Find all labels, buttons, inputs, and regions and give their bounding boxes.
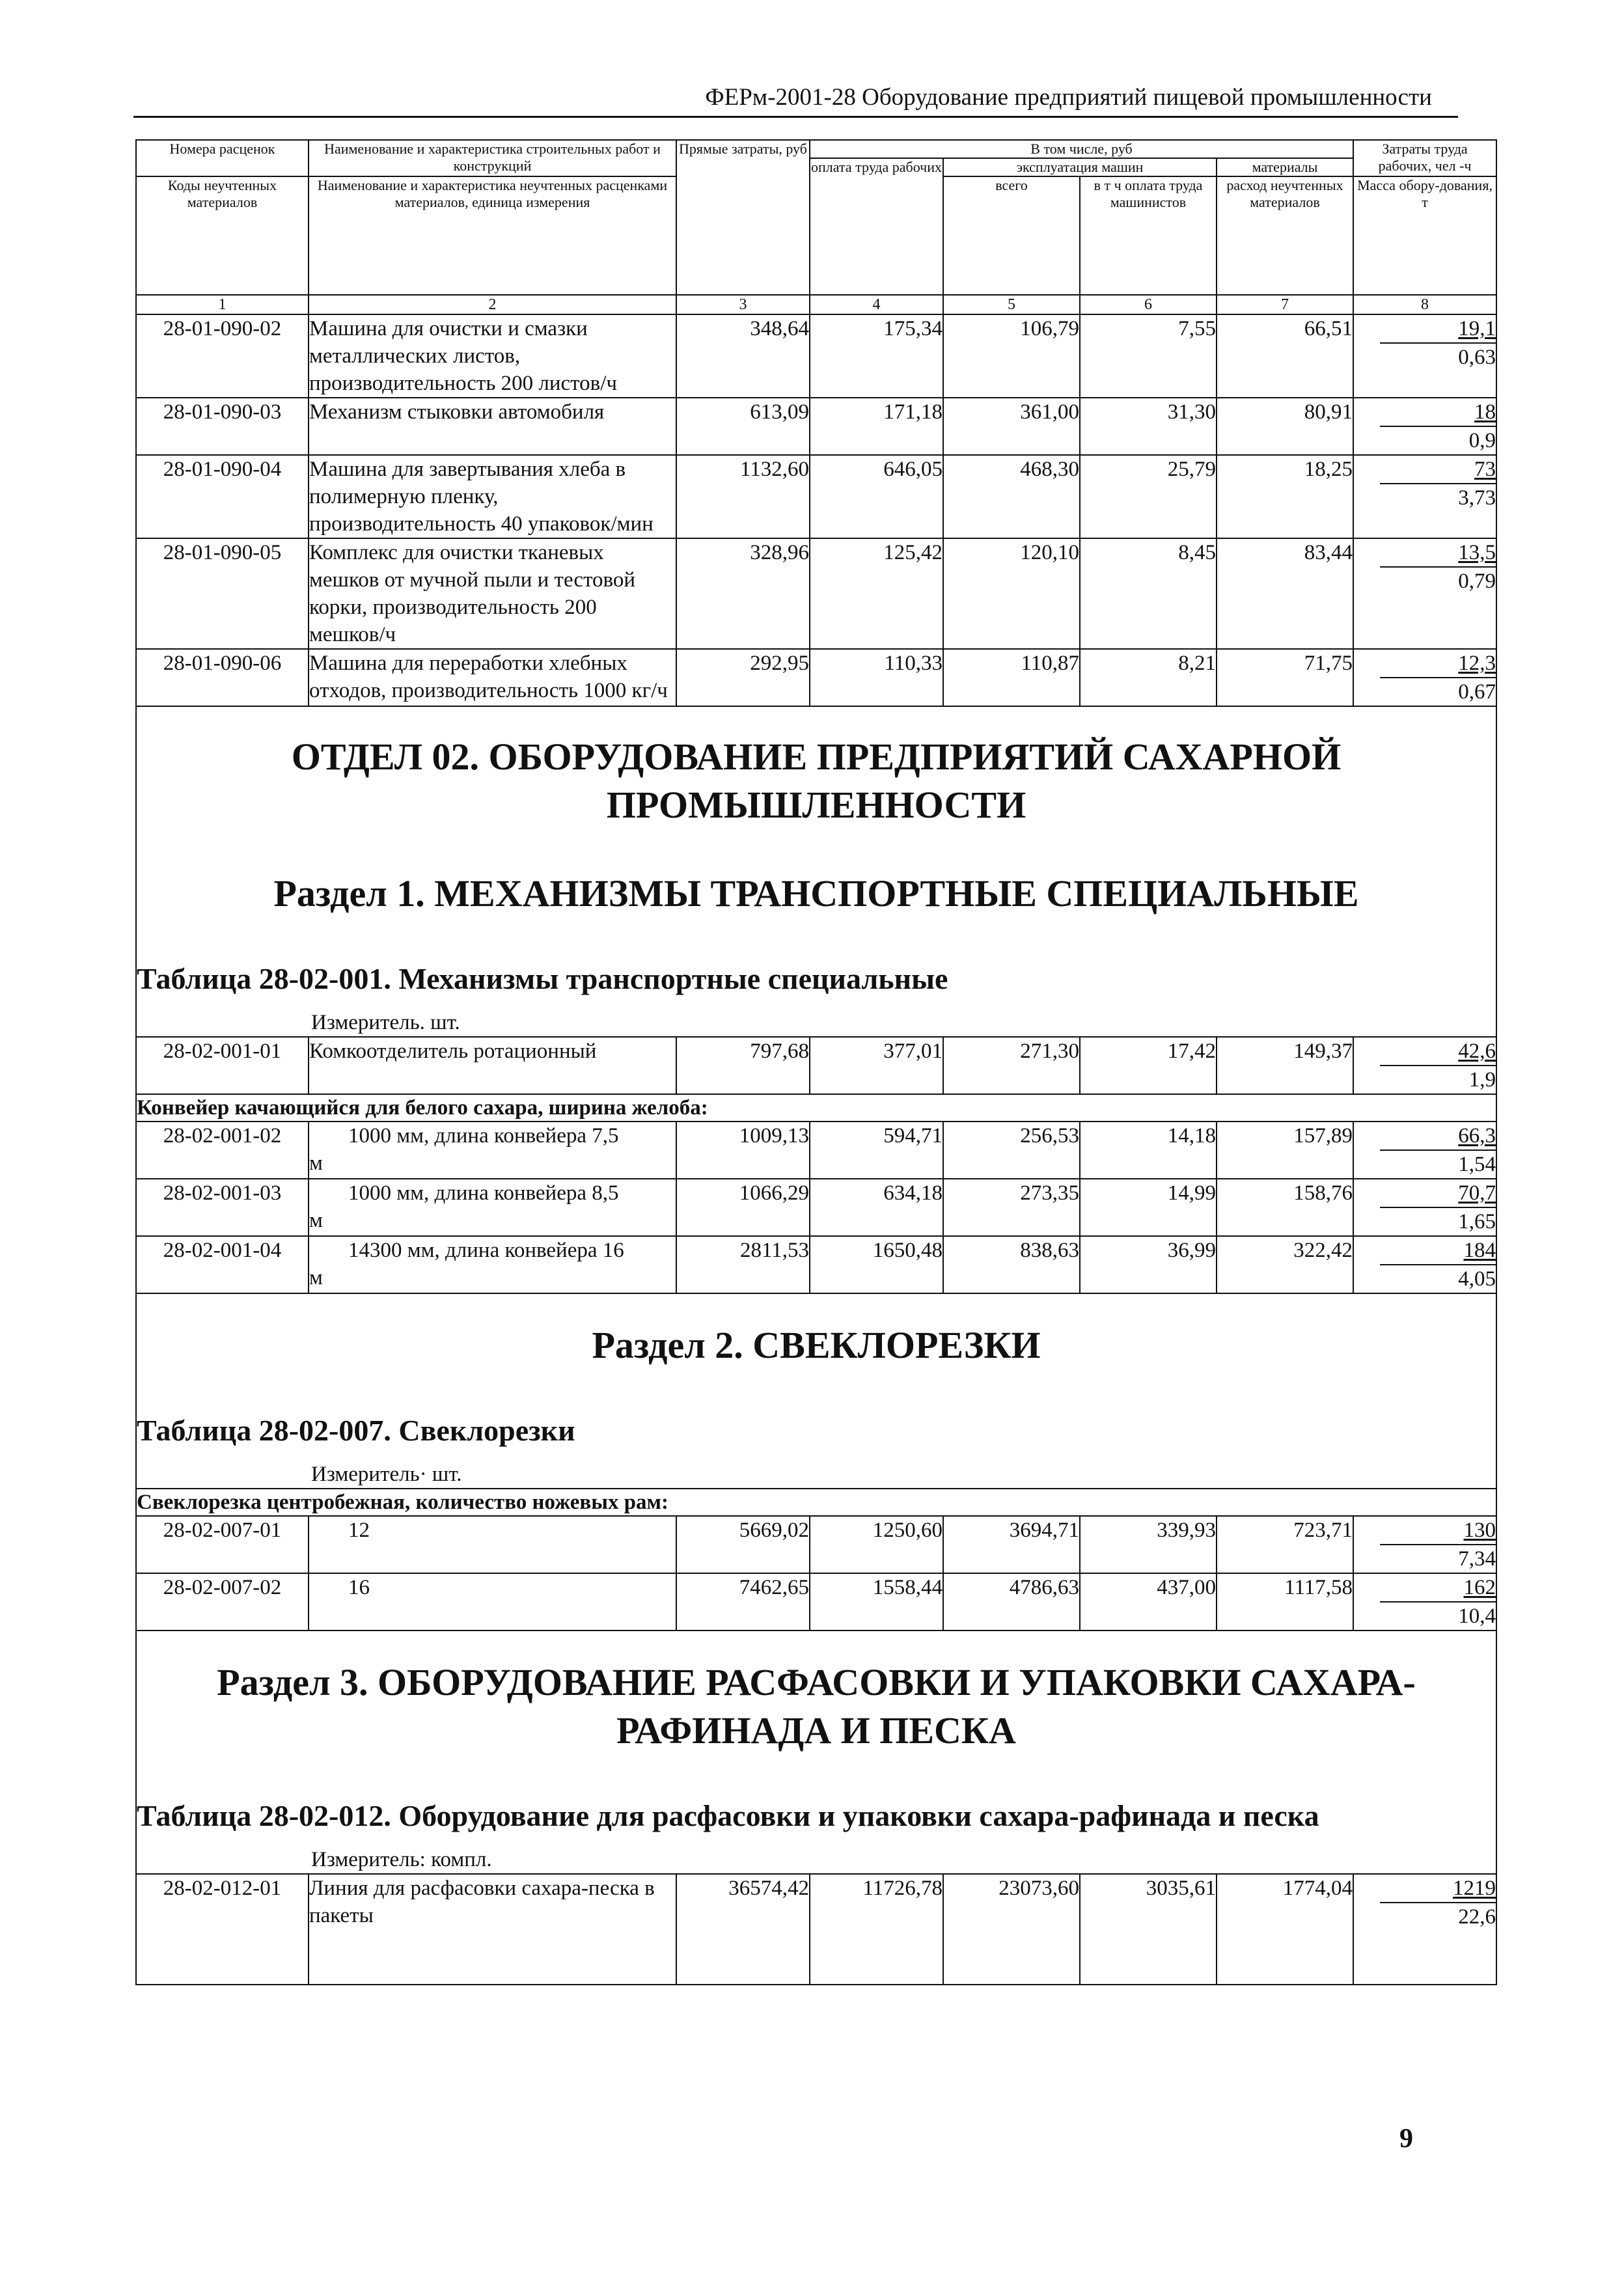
table-row: [136, 1236, 1496, 1293]
department-title: ОТДЕЛ 02. ОБОРУДОВАНИЕ ПРЕДПРИЯТИЙ САХАРНОЙ ПРОМЫШЛЕННОСТИ: [291, 736, 1342, 826]
rate-name: 14300 мм, длина конвейера 16: [348, 1239, 624, 1262]
wages: 171,18: [810, 398, 943, 455]
rate-name-cell: [309, 1516, 676, 1573]
materials: 80,91: [1217, 398, 1353, 455]
equipment-mass: 0,9: [1380, 426, 1496, 454]
direct-costs: 797,68: [676, 1037, 810, 1094]
header-text: Наименование и характеристика строительных работ и конструкций: [324, 141, 661, 174]
labor-costs: 42,6: [1458, 1039, 1496, 1063]
rate-name: Машина для переработки хлебных отходов, производительность 1000 кг/ч: [309, 649, 676, 706]
labor-costs: 1219: [1453, 1877, 1496, 1900]
rate-name: Механизм стыковки автомобиля: [309, 398, 676, 455]
department-heading-row: [136, 706, 1496, 1037]
machines-total: 110,87: [943, 649, 1080, 706]
table-row: [136, 649, 1496, 706]
column-number: 3: [676, 295, 810, 314]
header-direct-costs: Прямые затраты, руб: [676, 140, 810, 295]
materials: 83,44: [1217, 538, 1353, 649]
rate-code: 28-02-007-01: [136, 1516, 309, 1573]
table-row: [136, 1122, 1496, 1179]
rate-name: 1000 мм, длина конвейера 7,5: [348, 1124, 619, 1148]
materials: 1774,04: [1217, 1874, 1353, 1985]
direct-costs: 328,96: [676, 538, 810, 649]
materials: 18,25: [1217, 455, 1353, 538]
rate-name-cell: [309, 1122, 676, 1179]
rate-name: 16: [348, 1576, 370, 1599]
rate-code: 28-01-090-02: [136, 314, 309, 398]
equipment-mass: 0,67: [1380, 677, 1496, 706]
machines-total: 361,00: [943, 398, 1080, 455]
labor-cell: [1353, 1179, 1496, 1236]
group-label-row: [136, 1489, 1496, 1516]
header-material-codes: Коды неучтенных материалов: [136, 176, 309, 295]
header-in-tch: В том числе, руб: [810, 140, 1353, 158]
labor-costs: 184: [1463, 1239, 1496, 1262]
header-rate-number: [136, 140, 309, 176]
table-28-02-001-title: Таблица 28-02-001. Механизмы транспортные специальные: [137, 962, 948, 995]
group-label: Свеклорезка центробежная, количество ножевых рам:: [136, 1489, 1496, 1516]
group-label-row: [136, 1094, 1496, 1122]
department-heading-cell: [136, 706, 1496, 1037]
labor-cell: [1353, 1122, 1496, 1179]
labor-costs: 19,1: [1458, 317, 1496, 340]
labor-cell: [1353, 1037, 1496, 1094]
operator-wages: 36,99: [1080, 1236, 1217, 1293]
materials: 66,51: [1217, 314, 1353, 398]
equipment-mass: 10,4: [1380, 1601, 1496, 1630]
operator-wages: 437,00: [1080, 1573, 1217, 1631]
rate-name-cell: [309, 1573, 676, 1631]
table-row: [136, 1874, 1496, 1985]
direct-costs: 1066,29: [676, 1179, 810, 1236]
machines-total: 3694,71: [943, 1516, 1080, 1573]
machines-total: 273,35: [943, 1179, 1080, 1236]
rate-name-tail: м: [309, 1266, 323, 1289]
column-number-row: [136, 295, 1496, 314]
materials: 1117,58: [1217, 1573, 1353, 1631]
rate-name: Комплекс для очистки тканевых мешков от мучной пыли и тестовой корки, производительность 200 мешков/ч: [309, 538, 676, 649]
header-material-use: расход неучтенных материалов: [1217, 176, 1353, 295]
measure-unit: Измеритель: компл.: [311, 1848, 492, 1871]
section-2-heading-row: [136, 1293, 1496, 1489]
table-row: [136, 398, 1496, 455]
direct-costs: 1132,60: [676, 455, 810, 538]
machines-total: 468,30: [943, 455, 1080, 538]
table-row: [136, 1516, 1496, 1573]
operator-wages: 339,93: [1080, 1516, 1217, 1573]
table-row: [136, 538, 1496, 649]
rate-name-cell: [309, 1236, 676, 1293]
machines-total: 256,53: [943, 1122, 1080, 1179]
operator-wages: 3035,61: [1080, 1874, 1217, 1985]
wages: 1558,44: [810, 1573, 943, 1631]
wages: 646,05: [810, 455, 943, 538]
column-number: 5: [943, 295, 1080, 314]
measure-unit: Измеритель· шт.: [311, 1463, 462, 1486]
table-row: [136, 314, 1496, 398]
column-number: 2: [309, 295, 676, 314]
table-row: [136, 1037, 1496, 1094]
labor-costs: 18: [1474, 400, 1496, 424]
labor-costs: 12,3: [1458, 652, 1496, 675]
wages: 377,01: [810, 1037, 943, 1094]
direct-costs: 348,64: [676, 314, 810, 398]
table-row: [136, 1573, 1496, 1631]
column-number: 6: [1080, 295, 1217, 314]
table-row: [136, 455, 1496, 538]
rate-name-tail: м: [309, 1209, 323, 1232]
labor-cell: [1353, 1236, 1496, 1293]
wages: 594,71: [810, 1122, 943, 1179]
section-1-title: Раздел 1. МЕХАНИЗМЫ ТРАНСПОРТНЫЕ СПЕЦИАЛЬНЫЕ: [273, 872, 1359, 915]
header-materials: материалы: [1217, 158, 1353, 176]
column-number: 7: [1217, 295, 1353, 314]
header-machines-total: всего: [943, 176, 1080, 295]
section-heading-cell: [136, 1293, 1496, 1489]
rate-name-cell: [309, 1179, 676, 1236]
equipment-mass: 1,54: [1380, 1149, 1496, 1178]
machines-total: 838,63: [943, 1236, 1080, 1293]
machines-total: 106,79: [943, 314, 1080, 398]
labor-cell: [1353, 649, 1496, 706]
wages: 634,18: [810, 1179, 943, 1236]
operator-wages: 8,45: [1080, 538, 1217, 649]
direct-costs: 2811,53: [676, 1236, 810, 1293]
labor-cell: [1353, 538, 1496, 649]
rate-code: 28-02-001-04: [136, 1236, 309, 1293]
page-number: 9: [1399, 2124, 1413, 2154]
labor-cell: [1353, 1874, 1496, 1985]
materials: 149,37: [1217, 1037, 1353, 1094]
rate-code: 28-01-090-03: [136, 398, 309, 455]
wages: 110,33: [810, 649, 943, 706]
labor-cell: [1353, 1573, 1496, 1631]
operator-wages: 25,79: [1080, 455, 1217, 538]
section-heading-cell: [136, 1631, 1496, 1874]
wages: 125,42: [810, 538, 943, 649]
wages: 1650,48: [810, 1236, 943, 1293]
equipment-mass: 22,6: [1380, 1902, 1496, 1931]
wages: 1250,60: [810, 1516, 943, 1573]
labor-costs: 70,7: [1458, 1181, 1496, 1205]
labor-cell: [1353, 455, 1496, 538]
equipment-mass: 3,73: [1380, 483, 1496, 512]
operator-wages: 17,42: [1080, 1037, 1217, 1094]
header-equipment-mass: Масса обору-дования, т: [1353, 176, 1496, 295]
labor-costs: 130: [1463, 1519, 1496, 1542]
labor-cell: [1353, 398, 1496, 455]
labor-costs: 13,5: [1458, 541, 1496, 564]
rate-name: Машина для завертывания хлеба в полимерную пленку, производительность 40 упаковок/мин: [309, 455, 676, 538]
direct-costs: 1009,13: [676, 1122, 810, 1179]
equipment-mass: 0,63: [1380, 342, 1496, 371]
direct-costs: 36574,42: [676, 1874, 810, 1985]
machines-total: 23073,60: [943, 1874, 1080, 1985]
column-number: 4: [810, 295, 943, 314]
group-label: Конвейер качающийся для белого сахара, ширина желоба:: [136, 1094, 1496, 1122]
table-28-02-007-title: Таблица 28-02-007. Свеклорезки: [137, 1414, 575, 1447]
machines-total: 120,10: [943, 538, 1080, 649]
rate-code: 28-02-012-01: [136, 1874, 309, 1985]
direct-costs: 7462,65: [676, 1573, 810, 1631]
direct-costs: 5669,02: [676, 1516, 810, 1573]
rate-name: Комкоотделитель ротационный: [309, 1037, 676, 1094]
labor-costs: 162: [1463, 1576, 1496, 1599]
header-work-name: [309, 140, 676, 176]
rate-code: 28-01-090-06: [136, 649, 309, 706]
materials: 322,42: [1217, 1236, 1353, 1293]
rate-code: 28-02-001-03: [136, 1179, 309, 1236]
header-wages: оплата труда рабочих: [810, 158, 943, 295]
rate-code: 28-01-090-04: [136, 455, 309, 538]
table-header-row-1: [136, 140, 1496, 158]
rate-name: 1000 мм, длина конвейера 8,5: [348, 1181, 619, 1205]
machines-total: 4786,63: [943, 1573, 1080, 1631]
direct-costs: 292,95: [676, 649, 810, 706]
wages: 11726,78: [810, 1874, 943, 1985]
rates-table: [135, 139, 1497, 1985]
operator-wages: 14,18: [1080, 1122, 1217, 1179]
equipment-mass: 1,65: [1380, 1207, 1496, 1235]
header-material-names: Наименование и характеристика неучтенных расценками материалов, единица измерения: [309, 176, 676, 295]
rate-name: Линия для расфасовки сахара-песка в пакеты: [309, 1874, 676, 1985]
header-operator-wages: в т ч оплата труда машинистов: [1080, 176, 1217, 295]
materials: 723,71: [1217, 1516, 1353, 1573]
rate-name: 12: [348, 1519, 370, 1542]
operator-wages: 31,30: [1080, 398, 1217, 455]
operator-wages: 8,21: [1080, 649, 1217, 706]
labor-costs: 66,3: [1458, 1124, 1496, 1148]
section-3-title: Раздел 3. ОБОРУДОВАНИЕ РАСФАСОВКИ И УПАКОВКИ САХАРА-РАФИНАДА И ПЕСКА: [217, 1661, 1416, 1752]
labor-cell: [1353, 1516, 1496, 1573]
labor-cell: [1353, 314, 1496, 398]
materials: 158,76: [1217, 1179, 1353, 1236]
table-28-02-012-title: Таблица 28-02-012. Оборудование для расфасовки и упаковки сахара-рафинада и песка: [137, 1799, 1319, 1832]
rate-name: Машина для очистки и смазки металлических листов, производительность 200 листов/ч: [309, 314, 676, 398]
rate-code: 28-01-090-05: [136, 538, 309, 649]
rate-code: 28-02-007-02: [136, 1573, 309, 1631]
materials: 71,75: [1217, 649, 1353, 706]
labor-costs: 73: [1474, 458, 1496, 481]
section-3-heading-row: [136, 1631, 1496, 1874]
rate-code: 28-02-001-02: [136, 1122, 309, 1179]
header-rule: [133, 116, 1458, 118]
equipment-mass: 0,79: [1380, 566, 1496, 595]
equipment-mass: 4,05: [1380, 1264, 1496, 1293]
header-machine-ops: эксплуатация машин: [943, 158, 1217, 176]
rate-name-tail: м: [309, 1151, 323, 1175]
running-header: ФЕРм-2001-28 Оборудование предприятий пищевой промышленности: [705, 84, 1432, 111]
column-number: 8: [1353, 295, 1496, 314]
rates-sheet: [135, 139, 1496, 1985]
section-2-title: Раздел 2. СВЕКЛОРЕЗКИ: [592, 1324, 1041, 1366]
rate-code: 28-02-001-01: [136, 1037, 309, 1094]
operator-wages: 14,99: [1080, 1179, 1217, 1236]
materials: 157,89: [1217, 1122, 1353, 1179]
table-row: [136, 1179, 1496, 1236]
wages: 175,34: [810, 314, 943, 398]
header-text: Номера расценок: [169, 141, 275, 157]
measure-unit: Измеритель. шт.: [311, 1011, 460, 1034]
header-labor-costs: Затраты труда рабочих, чел -ч: [1353, 140, 1496, 176]
equipment-mass: 7,34: [1380, 1544, 1496, 1573]
machines-total: 271,30: [943, 1037, 1080, 1094]
operator-wages: 7,55: [1080, 314, 1217, 398]
column-number: 1: [136, 295, 309, 314]
direct-costs: 613,09: [676, 398, 810, 455]
equipment-mass: 1,9: [1380, 1065, 1496, 1094]
